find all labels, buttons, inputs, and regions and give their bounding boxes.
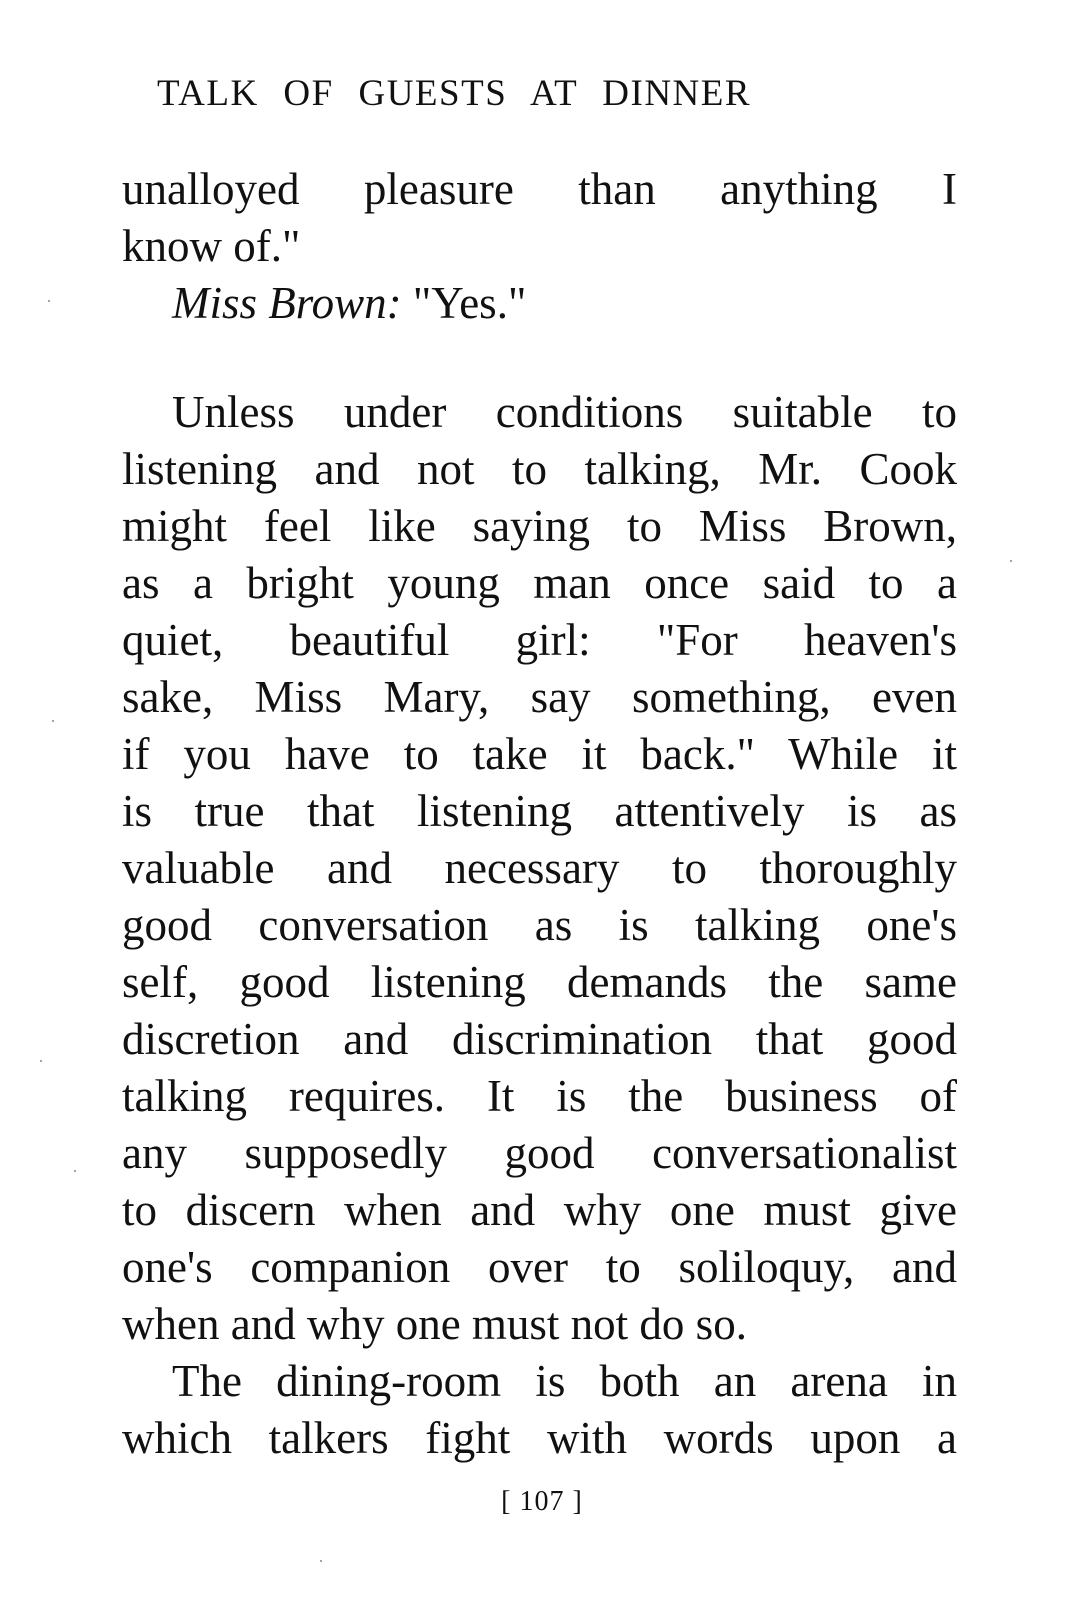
text-line: to discern when and why one must give: [122, 1185, 957, 1235]
running-head: TALK OF GUESTS AT DINNER: [157, 73, 752, 114]
speech: "Yes.": [412, 278, 527, 328]
text-line: know of.": [122, 221, 301, 271]
text-line: good conversation as is talking one's: [122, 900, 957, 950]
text-line: which talkers fight with words upon a: [122, 1413, 957, 1463]
text-line: might feel like saying to Miss Brown,: [122, 501, 957, 551]
speaker-name: Miss Brown:: [172, 278, 402, 328]
text-line: self, good listening demands the same: [122, 957, 957, 1007]
paper-speck: [48, 300, 50, 302]
text-line: Unless under conditions suitable to: [172, 387, 957, 437]
text-line: when and why one must not do so.: [122, 1299, 747, 1349]
paper-speck: [320, 1560, 322, 1562]
text-line: The dining-room is both an arena in: [172, 1356, 957, 1406]
text-line: quiet, beautiful girl: "For heaven's: [122, 615, 957, 665]
paper-speck: [40, 1060, 42, 1062]
text-line: one's companion over to soliloquy, and: [122, 1242, 957, 1292]
text-line: sake, Miss Mary, say something, even: [122, 672, 957, 722]
paper-speck: [74, 1170, 76, 1172]
paper-speck: [52, 720, 54, 722]
text-line: talking requires. It is the business of: [122, 1071, 957, 1121]
text-line: any supposedly good conversationalist: [122, 1128, 957, 1178]
text-line: listening and not to talking, Mr. Cook: [122, 444, 957, 494]
text-line: as a bright young man once said to a: [122, 558, 957, 608]
text-line: is true that listening attentively is as: [122, 786, 957, 836]
text-line: unalloyed pleasure than anything I: [122, 164, 957, 214]
page-number: [ 107 ]: [501, 1486, 583, 1517]
dialogue-line: [172, 275, 957, 331]
text-line: valuable and necessary to thoroughly: [122, 843, 957, 893]
text-line: if you have to take it back." While it: [122, 729, 957, 779]
paper-speck: [1010, 560, 1012, 562]
text-line: discretion and discrimination that good: [122, 1014, 957, 1064]
